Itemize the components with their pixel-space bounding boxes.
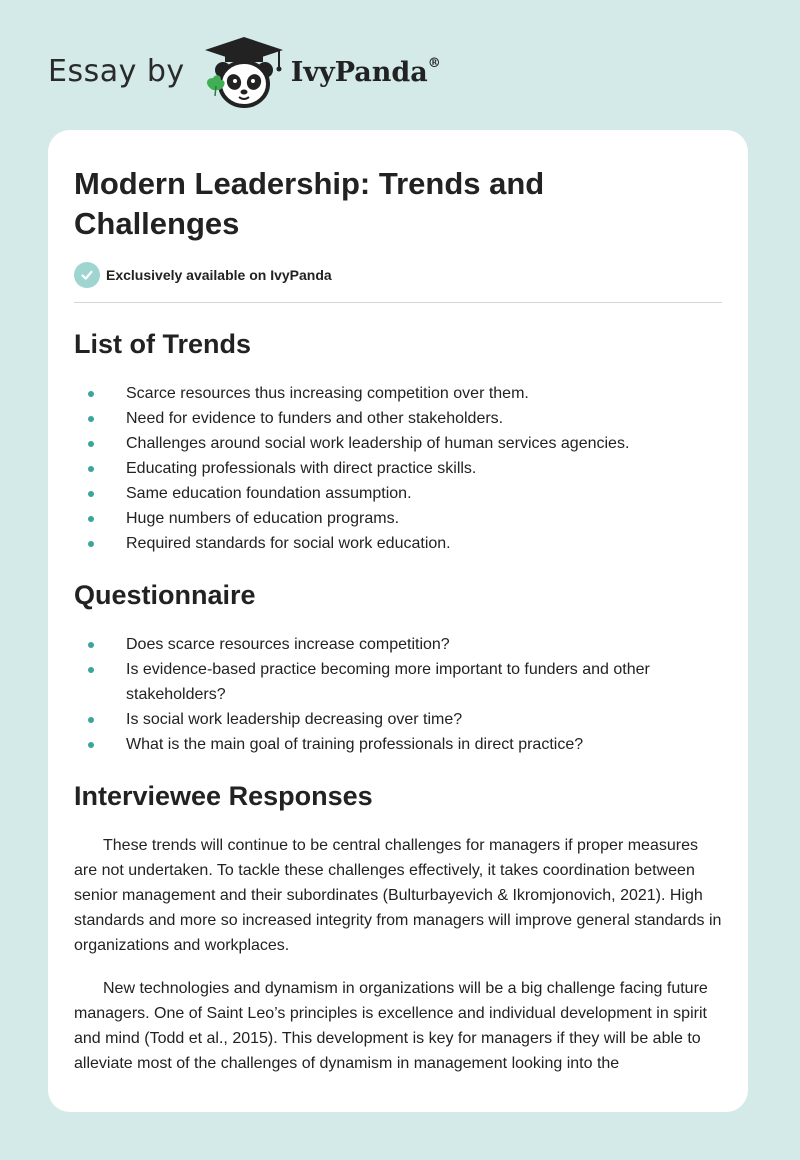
bullet-dot <box>88 642 94 648</box>
essay-card <box>48 130 748 1112</box>
bullet-dot <box>88 516 94 522</box>
bullet-dot <box>88 391 94 397</box>
exclusive-label: Exclusively available on IvyPanda <box>106 267 332 283</box>
trends-list <box>74 381 722 556</box>
list-item: Huge numbers of education programs. <box>74 506 722 531</box>
bullet-dot <box>88 541 94 547</box>
section-heading-responses: Interviewee Responses <box>74 781 373 811</box>
bullet-dot <box>88 742 94 748</box>
site-logo[interactable] <box>48 34 441 110</box>
section-heading-trends: List of Trends <box>74 329 252 359</box>
bullet-dot <box>88 491 94 497</box>
check-icon <box>74 262 100 288</box>
list-item: Scarce resources thus increasing competition over them. <box>74 381 722 406</box>
list-item: Required standards for social work education. <box>74 531 722 556</box>
section-heading-questionnaire: Questionnaire <box>74 580 256 610</box>
panda-logo-icon <box>201 34 287 110</box>
brand-name: IvyPanda® <box>290 55 441 88</box>
list-item: Challenges around social work leadership of human services agencies. <box>74 431 722 456</box>
paragraph: These trends will continue to be central challenges for managers if proper measures are not undertaken. To tackle these challenges effectively, it takes coordination between senior management and their subordinates (Bulturbayevich & Ikromjonovich, 2021). High standards and more so increased integrity from managers will improve general standards in organizations and workplaces. <box>74 837 722 954</box>
bullet-dot <box>88 416 94 422</box>
list-item: Does scarce resources increase competition? <box>74 632 722 657</box>
essay-by-label: Essay by <box>48 54 185 89</box>
bullet-dot <box>88 441 94 447</box>
questionnaire-list <box>74 632 722 757</box>
bullet-dot <box>88 466 94 472</box>
list-item: Educating professionals with direct practice skills. <box>74 456 722 481</box>
bullet-dot <box>88 717 94 723</box>
paragraph: New technologies and dynamism in organizations will be a big challenge facing future managers. One of Saint Leo’s principles is excellence and individual development in spirit and mind (Todd et al., 2015). This development is key for managers if they will be able to alleviate most of the challenges of dynamism in management looking into the <box>74 980 708 1072</box>
list-item: Is social work leadership decreasing over time? <box>74 707 722 732</box>
list-item: Is evidence-based practice becoming more important to funders and other stakeholders? <box>74 657 722 707</box>
list-item: What is the main goal of training professionals in direct practice? <box>74 732 722 757</box>
bullet-dot <box>88 667 94 673</box>
page-title: Modern Leadership: Trends and Challenges <box>74 166 545 241</box>
exclusive-badge <box>74 262 722 288</box>
divider <box>74 302 722 303</box>
list-item: Need for evidence to funders and other stakeholders. <box>74 406 722 431</box>
list-item: Same education foundation assumption. <box>74 481 722 506</box>
